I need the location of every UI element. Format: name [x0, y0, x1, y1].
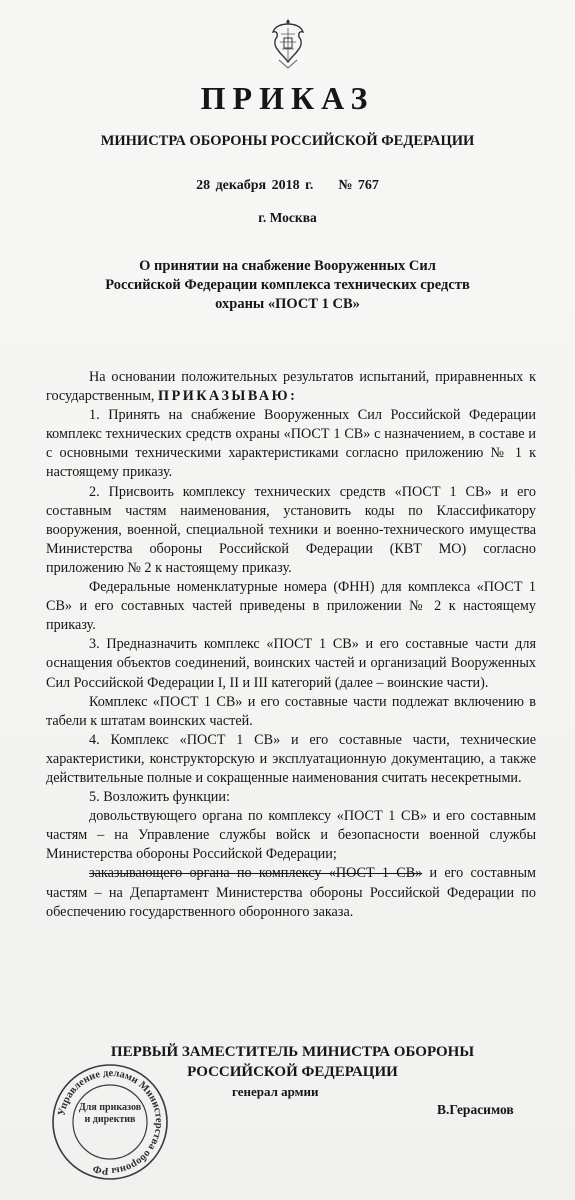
paragraph-5: 5. Возложить функции: [89, 789, 230, 806]
signatory-line: ПЕРВЫЙ ЗАМЕСТИТЕЛЬ МИНИСТРА ОБОРОНЫ [110, 1044, 475, 1060]
signatory-name: В.Герасимов [437, 1102, 514, 1117]
signatory-rank: генерал армии [232, 1084, 319, 1099]
order-number: № 767 [338, 178, 379, 193]
paragraph-5b: заказывающего органа по комплексу «ПОСТ 1 СВ» и его составным частям – на Департамент Министерства обороны Российской Федерации по обеспечению государственного оборонного заказа. [46, 865, 536, 920]
paragraph-5a: довольствующего органа по комплексу «ПОСТ 1 СВ» и его составным частям – на Управление службы войск и безопасности военной службы Министерства обороны Российской Федерации; [46, 808, 536, 863]
intro-paragraph: На основании положительных результатов испытаний, приравненных к государственным, ПРИКАЗЫВАЮ: [46, 369, 536, 405]
heading-line: охраны «ПОСТ 1 СВ» [215, 296, 360, 312]
stamp-ring-text: Управление делами Министерства обороны РФ [56, 1067, 165, 1177]
struck-text: заказывающего органа по комплексу «ПОСТ 1 СВ» [89, 865, 423, 882]
heading-line: О принятии на снабжение Вооруженных Сил [139, 258, 436, 274]
city-line: г. Москва [258, 210, 317, 225]
office-stamp [50, 1062, 170, 1182]
signatory-line: РОССИЙСКОЙ ФЕДЕРАЦИИ [187, 1064, 398, 1080]
paragraph-1: 1. Принять на снабжение Вооруженных Сил Российской Федерации комплекс технических средств охраны «ПОСТ 1 СВ» с назначением, в составе и с основными техническими характеристиками согласно приложению № 1 к настоящему приказу. [46, 407, 536, 481]
heading-line: Российской Федерации комплекса технических средств [105, 277, 470, 293]
document-title: ПРИКАЗ [200, 80, 375, 116]
paragraph-2b: Федеральные номенклатурные номера (ФНН) для комплекса «ПОСТ 1 СВ» и его составных частей приведены в приложении № 2 к настоящему приказу. [46, 579, 536, 634]
issuer-line: МИНИСТРА ОБОРОНЫ РОССИЙСКОЙ ФЕДЕРАЦИИ [100, 133, 475, 149]
order-word: ПРИКАЗЫВАЮ: [158, 388, 298, 405]
order-date: 28 декабря 2018 г. [196, 178, 314, 193]
paragraph-3: 3. Предназначить комплекс «ПОСТ 1 СВ» и его составные части для оснащения объектов соединений, воинских частей и организаций Вооруженных Сил Российской Федерации I, II и III категорий (далее – воинские части). [46, 636, 536, 691]
paragraph-4: 4. Комплекс «ПОСТ 1 СВ» и его составные части, технические характеристики, конструкторскую и эксплуатационную документацию, а также действительные полные и сокращенные наименования считать несекретными. [46, 731, 536, 786]
coat-of-arms-emblem [270, 16, 306, 70]
stamp-inner-text: Для приказов и директив [78, 1102, 142, 1125]
paragraph-3b: Комплекс «ПОСТ 1 СВ» и его составные части подлежат включению в табели к штатам воинских частей. [46, 693, 536, 729]
date-number-line [0, 178, 575, 194]
paragraph-2: 2. Присвоить комплексу технических средств «ПОСТ 1 СВ» и его составным частям наименования, установить коды по Классификатору вооружения, военной, специальной техники и военно-технического имущества Министерства обороны Российской Федерации (КВТ МО) согласно приложению № 2 к настоящему приказу. [46, 483, 536, 576]
order-heading [55, 257, 520, 314]
order-body [46, 368, 536, 922]
